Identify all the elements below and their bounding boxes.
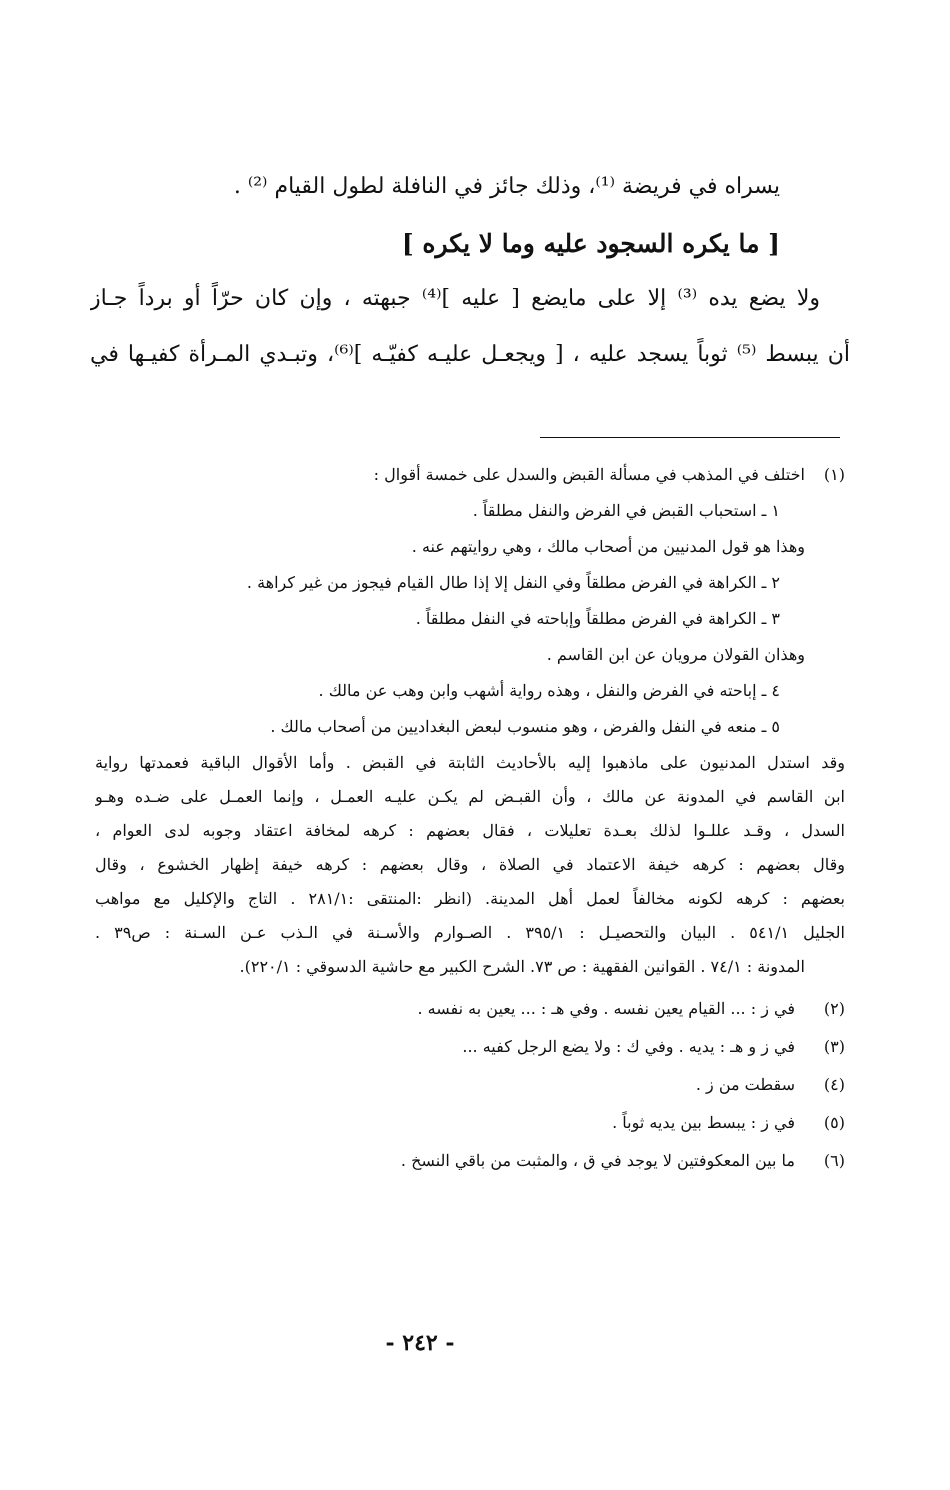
footnote-line: ٢ ـ الكراهة في الفرض مطلقاً وفي النفل إلا إذا طال القيام فيجوز من غير كراهة . xyxy=(246,573,780,592)
main-text-line: أن يبسط ⁽⁵⁾ ثوباً يسجد عليه ، [ ويجعـل عليـه كفيّـه ]⁽⁶⁾، وتبـدي المـرأة كفيـها في xyxy=(90,342,850,367)
footnote-line: في ز و هـ : يديه . وفي ك : ولا يضع الرجل كفيه ... xyxy=(462,1037,795,1056)
main-text-line: ولا يضع يده ⁽³⁾ إلا على مايضع [ عليه ]⁽⁴⁾ جبهته ، وإن كان حرّاً أو برداً جـاز xyxy=(90,286,820,311)
footnote-line: ابن القاسم في المدونة عن مالك ، وأن القبـض لم يكـن عليـه العمـل ، وإنما العمـل على ضـده وهـو xyxy=(95,787,845,806)
footnote-line: وهذا هو قول المدنيين من أصحاب مالك ، وهي روايتهم عنه . xyxy=(411,537,805,556)
footnote-line: وقال بعضهم : كرهه خيفة الاعتماد في الصلاة ، وقال بعضهم : كرهه خيفة إظهار الخشوع ، وقال xyxy=(95,855,845,874)
footnote-body xyxy=(95,460,845,986)
footnote-3 xyxy=(95,1030,845,1064)
footnote-line: ما بين المعكوفتين لا يوجد في ق ، والمثبت من باقي النسخ . xyxy=(400,1151,795,1170)
footnote-number: (٤) xyxy=(823,1075,845,1094)
footnote-separator xyxy=(540,437,840,438)
footnote-line: السدل ، وقـد عللـوا لذلك بعـدة تعليلات ، فقال بعضهم : كرهه لمخافة اعتقاد وجوبه لدى العوام ، xyxy=(95,821,845,840)
footnote-line: ١ ـ استحباب القبض في الفرض والنفل مطلقاً . xyxy=(472,501,780,520)
footnote-line: ٤ ـ إباحته في الفرض والنفل ، وهذه رواية أشهب وابن وهب عن مالك . xyxy=(318,681,780,700)
footnote-line: المدونة : ٧٤/١ . القوانين الفقهية : ص ٧٣. الشرح الكبير مع حاشية الدسوقي : ٢٢٠/١). xyxy=(239,957,805,976)
footnote-1 xyxy=(95,460,845,986)
footnote-number: (٥) xyxy=(823,1113,845,1132)
section-heading: [ ما يكره السجود عليه وما لا يكره ] xyxy=(401,229,780,258)
footnote-paragraph xyxy=(95,748,845,982)
footnote-body xyxy=(95,1106,805,1140)
main-text xyxy=(90,170,850,394)
footnote-body xyxy=(95,1144,805,1178)
footnote-number: (١) xyxy=(823,465,845,484)
short-footnotes xyxy=(95,992,845,1178)
footnote-number: (٦) xyxy=(823,1151,845,1170)
footnote-line: في ز : ... القيام يعين نفسه . وفي هـ : ... يعين به نفسه . xyxy=(417,999,795,1018)
footnote-line: اختلف في المذهب في مسألة القبض والسدل على خمسة أقوال : xyxy=(373,465,805,484)
page-number: - ٢٤٢ - xyxy=(385,1330,455,1356)
footnote-line: الجليل ٥٤١/١ . البيان والتحصيـل : ٣٩٥/١ . الصـوارم والأسـنة في الـذب عـن السـنة : ص٣٩ . xyxy=(95,923,845,942)
footnote-body xyxy=(95,992,805,1026)
footnote-number: (٢) xyxy=(823,999,845,1018)
footnote-line: ٥ ـ منعه في النفل والفرض ، وهو منسوب لبعض البغداديين من أصحاب مالك . xyxy=(270,717,780,736)
footnote-5 xyxy=(95,1106,845,1140)
footnote-line: وهذان القولان مرويان عن ابن القاسم . xyxy=(546,645,805,664)
main-text-line: يسراه في فريضة ⁽¹⁾، وذلك جائز في النافلة لطول القيام ⁽²⁾ . xyxy=(233,174,780,199)
footnote-line: وقد استدل المدنيون على ماذهبوا إليه بالأحاديث الثابتة في القبض . وأما الأقوال الباقية فعمدتها رواية xyxy=(95,753,845,772)
footnote-4 xyxy=(95,1068,845,1102)
footnote-line: بعضهم : كرهه لكونه مخالفاً لعمل أهل المدينة. (انظر :المنتقى :٢٨١/١ . التاج والإكليل مع مواهب xyxy=(95,889,845,908)
footnote-line: في ز : يبسط بين يديه ثوباً . xyxy=(612,1113,795,1132)
footnote-2 xyxy=(95,992,845,1026)
footnotes xyxy=(95,460,845,1182)
footnote-line: ٣ ـ الكراهة في الفرض مطلقاً وإباحته في النفل مطلقاً . xyxy=(415,609,780,628)
footnote-line: سقطت من ز . xyxy=(695,1075,795,1094)
footnote-body xyxy=(95,1068,805,1102)
footnote-6 xyxy=(95,1144,845,1178)
footnote-number: (٣) xyxy=(823,1037,845,1056)
footnote-body xyxy=(95,1030,805,1064)
